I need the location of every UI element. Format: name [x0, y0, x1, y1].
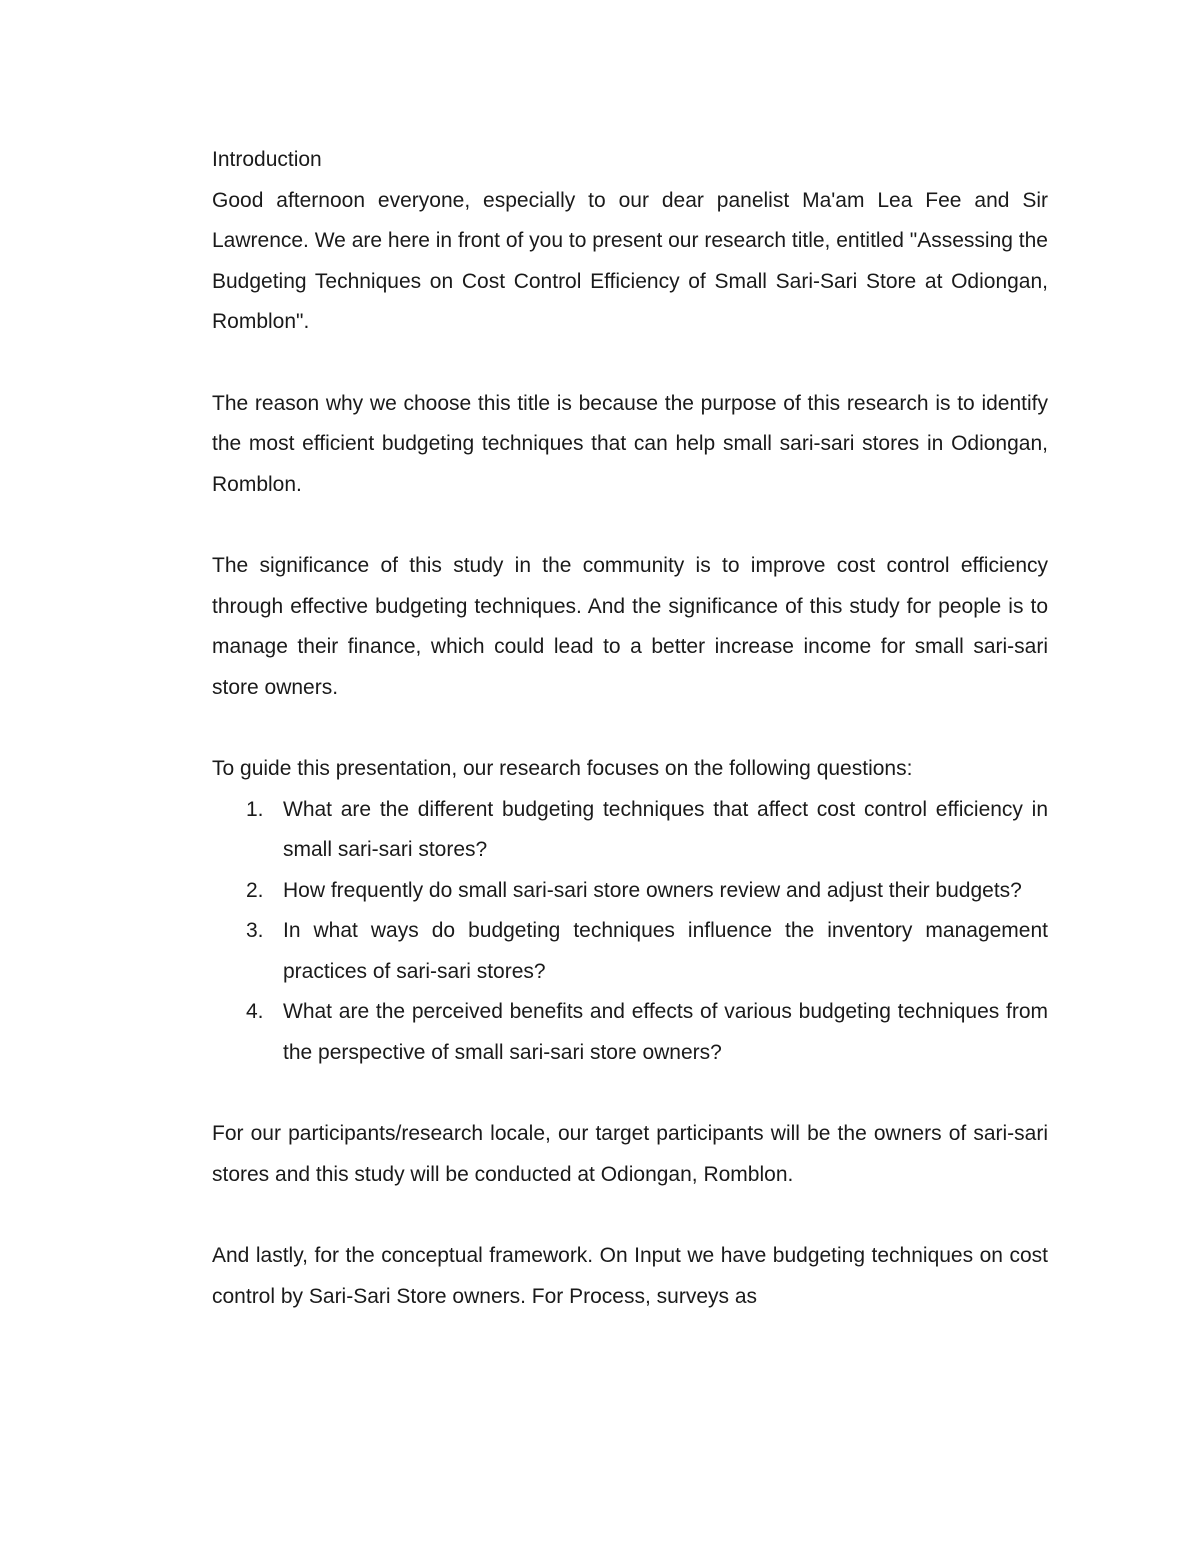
paragraph-questions-intro: To guide this presentation, our research focuses on the following questions:: [212, 756, 913, 780]
list-item-number: 1.: [246, 797, 264, 821]
list-item: [212, 871, 1048, 912]
list-item-text: What are the perceived benefits and effects of various budgeting techniques from the perspective of small sari-sari store owners?: [283, 1000, 1048, 1065]
list-item: [212, 790, 1048, 871]
list-item-number: 2.: [246, 878, 264, 902]
paragraph-reason: The reason why we choose this title is because the purpose of this research is to identify the most efficient budgeting techniques that can help small sari-sari stores in Odiongan, Romblon.: [212, 391, 1048, 496]
list-item-number: 4.: [246, 1000, 264, 1024]
paragraph-participants: For our participants/research locale, our target participants will be the owners of sari-sari stores and this study will be conducted at Odiongan, Romblon.: [212, 1122, 1048, 1186]
list-item-number: 3.: [246, 919, 264, 943]
document-page: [212, 140, 1048, 1317]
list-item: [212, 992, 1048, 1073]
paragraph-framework: And lastly, for the conceptual framework. On Input we have budgeting techniques on cost control by Sari-Sari Store owners. For Process, surveys as: [212, 1244, 1048, 1308]
paragraph-spacer: [212, 1074, 1048, 1115]
section-heading: Introduction: [212, 148, 322, 171]
list-item-text: In what ways do budgeting techniques influence the inventory management practices of sari-sari stores?: [283, 919, 1048, 983]
list-item-text: What are the different budgeting techniques that affect cost control efficiency in small sari-sari stores?: [283, 797, 1048, 862]
paragraph-spacer: [212, 1195, 1048, 1236]
paragraph-spacer: [212, 505, 1048, 546]
paragraph-significance: The significance of this study in the community is to improve cost control efficiency through effective budgeting techniques. And the significance of this study for people is to manage their finance, which could lead to a better increase income for small sari-sari store owners.: [212, 553, 1048, 699]
list-item: [212, 911, 1048, 992]
paragraph-spacer: [212, 343, 1048, 384]
research-questions-list: [212, 790, 1048, 1074]
paragraph-greeting: Good afternoon everyone, especially to our dear panelist Ma'am Lea Fee and Sir Lawrence. We are here in front of you to present our research title, entitled "Assessing the Budgeting Techniques on Cost Control Efficiency of Small Sari-Sari Store at Odiongan, Romblon".: [212, 188, 1048, 334]
paragraph-spacer: [212, 708, 1048, 749]
list-item-text: How frequently do small sari-sari store owners review and adjust their budgets?: [283, 878, 1022, 902]
